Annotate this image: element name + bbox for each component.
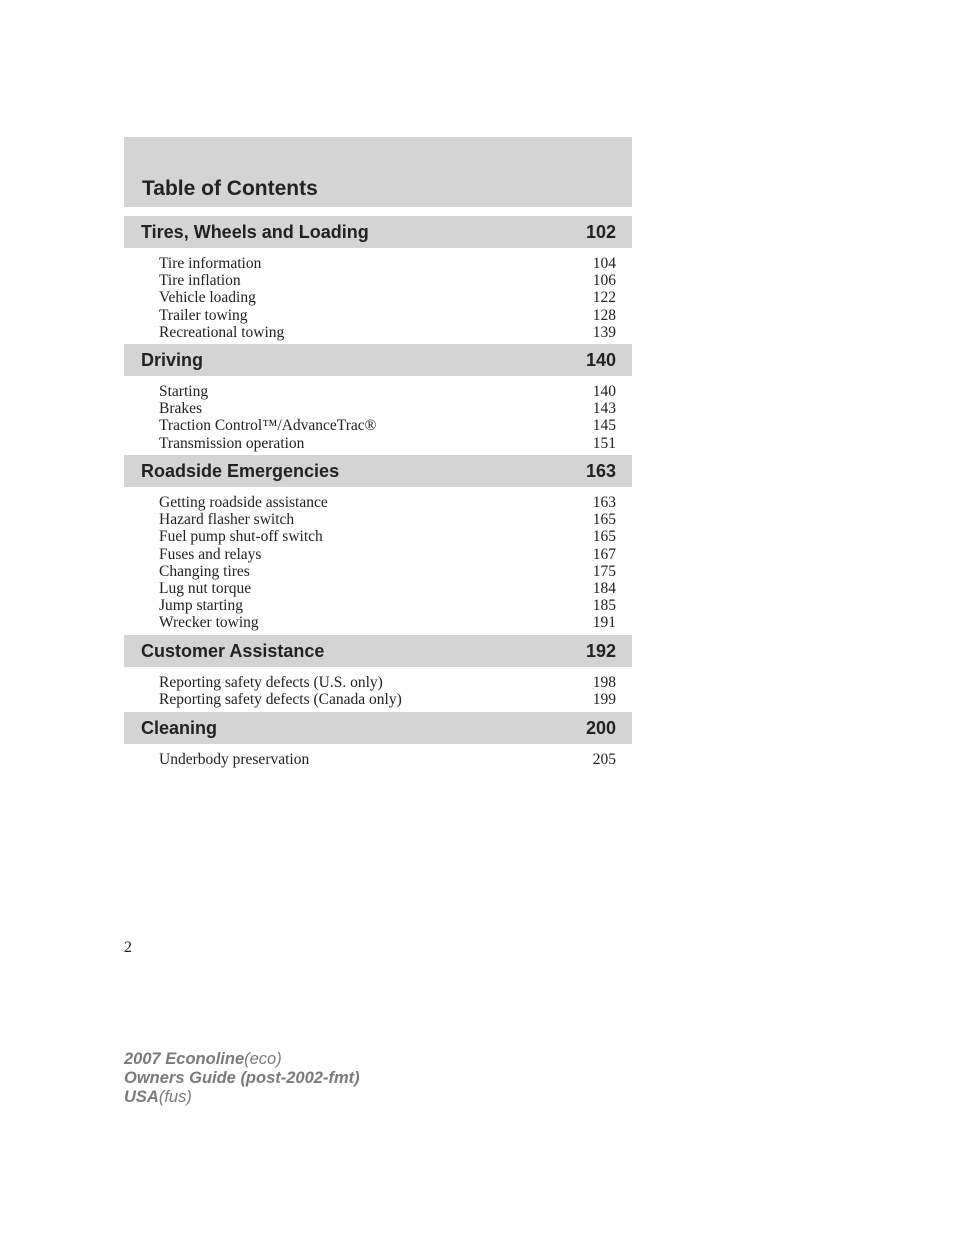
- toc-entry[interactable]: [159, 528, 616, 545]
- toc-entry[interactable]: [159, 435, 616, 452]
- toc-entry-label: Jump starting: [159, 597, 243, 615]
- footer-market: USA: [124, 1088, 159, 1106]
- toc-entry[interactable]: [159, 289, 616, 306]
- section-page: 140: [585, 350, 616, 370]
- toc-entry[interactable]: [159, 400, 616, 417]
- section-heading-driving[interactable]: [124, 344, 632, 376]
- toc-entry-page: 199: [592, 691, 616, 709]
- toc-entry[interactable]: [159, 563, 616, 580]
- toc-entry-label: Fuses and relays: [159, 545, 262, 563]
- toc-entry-page: 139: [592, 323, 616, 341]
- toc-entry-label: Traction Control™/AdvanceTrac®: [159, 417, 377, 435]
- toc-entry[interactable]: [159, 494, 616, 511]
- section-entries-cleaning: [159, 751, 616, 768]
- toc-entry-page: 122: [592, 289, 616, 307]
- section-title: Roadside Emergencies: [141, 461, 340, 481]
- toc-entry-label: Fuel pump shut-off switch: [159, 528, 323, 546]
- toc-entry-label: Getting roadside assistance: [159, 494, 328, 511]
- toc-entry[interactable]: [159, 307, 616, 324]
- section-entries-tires-wheels-loading: [159, 255, 616, 341]
- toc-entry-page: 198: [592, 674, 616, 691]
- section-entries-roadside-emergencies: [159, 494, 616, 632]
- toc-entry-page: 151: [592, 434, 616, 452]
- page-title: Table of Contents: [142, 177, 318, 200]
- toc-entry-page: 185: [592, 597, 616, 615]
- section-heading-cleaning[interactable]: [124, 712, 632, 744]
- toc-entry[interactable]: [159, 674, 616, 691]
- toc-entry-page: 165: [592, 528, 616, 546]
- toc-entry-label: Reporting safety defects (Canada only): [159, 691, 402, 709]
- toc-entry-page: 104: [592, 255, 616, 272]
- section-title: Customer Assistance: [141, 641, 325, 661]
- toc-entry[interactable]: [159, 546, 616, 563]
- toc-entry-label: Brakes: [159, 400, 203, 418]
- toc-entry[interactable]: [159, 614, 616, 631]
- footer-guide: Owners Guide (post-2002-fmt): [124, 1069, 360, 1087]
- section-page: 192: [585, 641, 616, 661]
- section-title: Cleaning: [141, 718, 218, 738]
- toc-entry-label: Wrecker towing: [159, 614, 259, 632]
- toc-entry-page: 163: [592, 494, 616, 511]
- toc-entry[interactable]: [159, 511, 616, 528]
- toc-entry-label: Recreational towing: [159, 323, 285, 341]
- toc-entry-page: 165: [592, 511, 616, 529]
- toc-entry-page: 128: [592, 306, 616, 324]
- toc-entry-label: Lug nut torque: [159, 579, 252, 597]
- toc-entry-label: Starting: [159, 383, 209, 400]
- section-title: Driving: [141, 350, 204, 370]
- toc-entry-label: Tire information: [159, 255, 262, 272]
- toc-entry[interactable]: [159, 751, 616, 768]
- section-page: 200: [585, 718, 616, 738]
- page-number: 2: [124, 939, 132, 956]
- footer-market-code: (fus): [158, 1088, 192, 1106]
- toc-entry-label: Hazard flasher switch: [159, 511, 295, 529]
- toc-entry-page: 167: [592, 545, 616, 563]
- section-heading-tires-wheels-loading[interactable]: [124, 216, 632, 248]
- document-footer: [124, 1050, 360, 1107]
- toc-entry[interactable]: [159, 324, 616, 341]
- toc-entry-page: 143: [592, 400, 616, 418]
- toc-entry-page: 175: [592, 562, 616, 580]
- toc-entry-page: 106: [592, 272, 616, 290]
- section-entries-customer-assistance: [159, 674, 616, 708]
- toc-entry[interactable]: [159, 691, 616, 708]
- toc-entry-label: Reporting safety defects (U.S. only): [159, 674, 383, 691]
- footer-model: 2007 Econoline: [124, 1050, 245, 1068]
- toc-entry-label: Transmission operation: [159, 434, 305, 452]
- toc-entry-label: Tire inflation: [159, 272, 241, 290]
- toc-entry-page: 145: [592, 417, 616, 435]
- section-title: Tires, Wheels and Loading: [141, 222, 369, 242]
- footer-line-3: [124, 1088, 360, 1107]
- section-page: 102: [585, 222, 616, 242]
- toc-entry[interactable]: [159, 580, 616, 597]
- toc-entry-page: 184: [592, 579, 616, 597]
- toc-entry[interactable]: [159, 272, 616, 289]
- section-heading-customer-assistance[interactable]: [124, 635, 632, 667]
- toc-entry-page: 140: [592, 383, 616, 400]
- toc-entry-label: Trailer towing: [159, 306, 248, 324]
- section-entries-driving: [159, 383, 616, 452]
- footer-line-2: [124, 1069, 360, 1088]
- toc-entry-page: 191: [592, 614, 616, 632]
- section-page: 163: [585, 461, 616, 481]
- footer-line-1: [124, 1050, 360, 1069]
- toc-header: [124, 137, 632, 207]
- toc-entry-page: 205: [592, 751, 616, 768]
- toc-entry[interactable]: [159, 383, 616, 400]
- toc-entry[interactable]: [159, 417, 616, 434]
- toc-entry[interactable]: [159, 255, 616, 272]
- section-heading-roadside-emergencies[interactable]: [124, 455, 632, 487]
- footer-model-code: (eco): [244, 1050, 282, 1068]
- toc-entry-label: Vehicle loading: [159, 289, 256, 307]
- toc-entry-label: Underbody preservation: [159, 751, 310, 768]
- toc-entry[interactable]: [159, 597, 616, 614]
- toc-entry-label: Changing tires: [159, 562, 250, 580]
